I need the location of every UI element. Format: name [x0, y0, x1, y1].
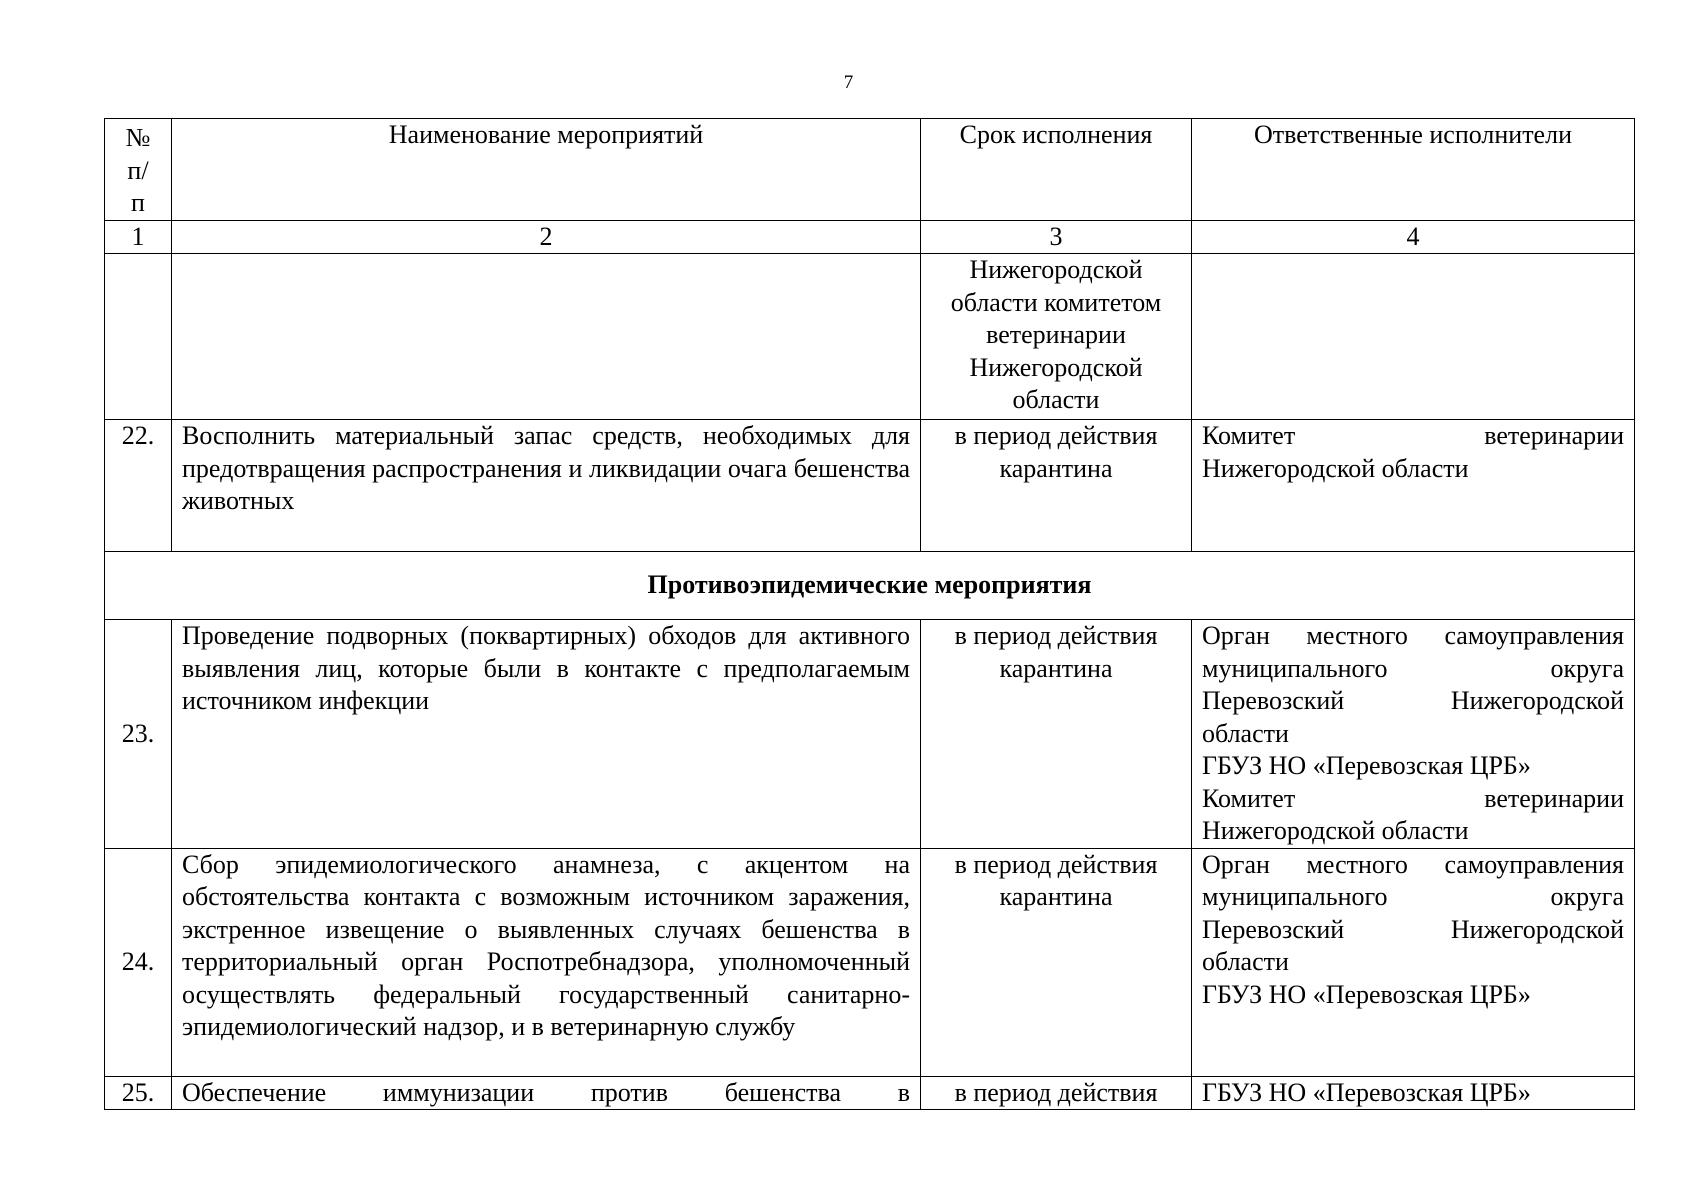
row-term: в период действия карантина: [921, 848, 1192, 1076]
column-number-row: [105, 220, 1635, 254]
row-name: Проведение подворных (поквартирных) обходов для активного выявления лиц, которые были в контакте с предполагаемым источником инфекции: [172, 620, 921, 849]
row-term: в период действия карантина: [921, 420, 1192, 552]
responsible-line: ГБУЗ НО «Перевозская ЦРБ»: [1202, 979, 1531, 1009]
row-responsible-cell: [1192, 254, 1635, 420]
responsible-line: Нижегородской области: [1202, 816, 1469, 845]
row-term: в период действия: [921, 1076, 1192, 1110]
row-name: Восполнить материальный запас средств, необходимых для предотвращения распространения и ликвидации очага бешенства животных: [172, 420, 921, 552]
responsible-line: муниципального округа: [1202, 882, 1624, 911]
row-responsible: [1192, 420, 1635, 552]
column-number: 4: [1192, 220, 1635, 254]
table-row: [105, 1076, 1635, 1110]
row-number: 24.: [105, 848, 172, 1076]
responsible-line: Орган местного самоуправления: [1202, 849, 1624, 879]
row-name-cell: [172, 254, 921, 420]
row-number-cell: [105, 254, 172, 420]
header-term: Срок исполнения: [921, 119, 1192, 221]
responsible-line: области: [1202, 947, 1289, 976]
row-term: в период действия карантина: [921, 620, 1192, 849]
column-number: 1: [105, 220, 172, 254]
term-line: области: [1012, 385, 1100, 414]
row-responsible: [1192, 1076, 1635, 1110]
responsible-line: области: [1202, 718, 1289, 748]
responsible-line: Перевозский Нижегородской: [1202, 914, 1624, 944]
responsible-line: ГБУЗ НО «Перевозская ЦРБ»: [1202, 751, 1531, 780]
row-term-cell: [921, 254, 1192, 420]
row-number: 22.: [105, 420, 172, 552]
header-no: № п/п: [105, 119, 172, 221]
table-header-row: [105, 119, 1635, 221]
header-responsible: Ответственные исполнители: [1192, 119, 1635, 221]
term-line: Нижегородской: [969, 255, 1143, 284]
table-row-continuation: [105, 254, 1635, 420]
responsible-line: муниципального округа: [1202, 653, 1624, 683]
row-number: 23.: [105, 620, 172, 849]
section-header-row: [105, 552, 1635, 620]
row-name: Сбор эпидемиологического анамнеза, с акцентом на обстоятельства контакта с возможным источником заражения, экстренное извещение о выявленных случаях бешенства в территориальный орган Роспотребнадзора, уполномоченный осуществлять федеральный государственный санитарно-эпидемиологический надзор, и в ветеринарную службу: [172, 848, 921, 1076]
row-name: Обеспечение иммунизации против бешенства в: [172, 1076, 921, 1110]
column-number: 3: [921, 220, 1192, 254]
section-title: Противоэпидемические мероприятия: [105, 552, 1635, 620]
term-line: области комитетом: [950, 287, 1162, 317]
responsible-line: Комитет ветеринарии: [1202, 783, 1624, 813]
header-name: Наименование мероприятий: [172, 119, 921, 221]
column-number: 2: [172, 220, 921, 254]
row-number: 25.: [105, 1076, 172, 1110]
table-row: [105, 420, 1635, 552]
table-row: [105, 620, 1635, 849]
activities-table: [104, 118, 1635, 1110]
responsible-line: ГБУЗ НО «Перевозская ЦРБ»: [1202, 1077, 1531, 1107]
row-responsible: [1192, 620, 1635, 849]
term-line: Нижегородской: [969, 352, 1143, 382]
responsible-line: Нижегородской области: [1202, 453, 1469, 483]
responsible-line: Орган местного самоуправления: [1202, 621, 1624, 650]
responsible-line: Перевозский Нижегородской: [1202, 686, 1624, 715]
responsible-line: Комитет ветеринарии: [1202, 421, 1624, 450]
row-responsible: [1192, 848, 1635, 1076]
term-line: ветеринарии: [986, 320, 1126, 349]
table-row: [105, 848, 1635, 1076]
page-number: 7: [843, 72, 854, 93]
